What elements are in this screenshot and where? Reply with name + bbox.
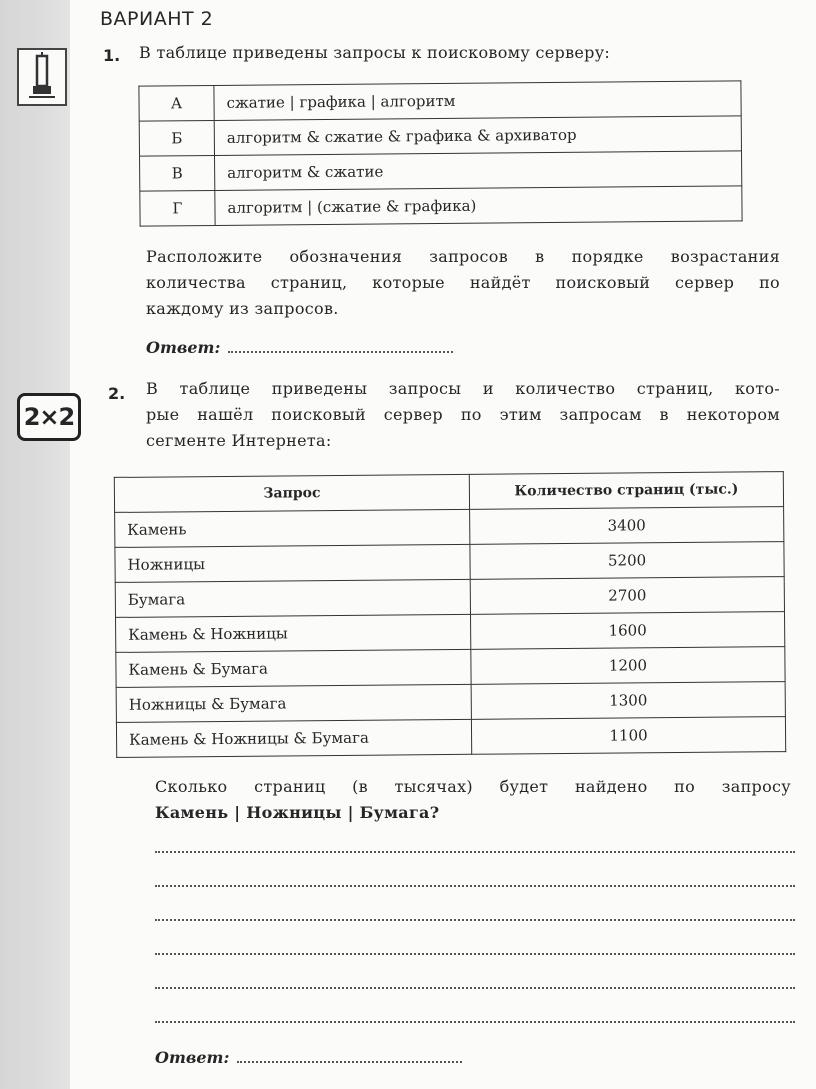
q1-answer [146, 338, 453, 357]
table-row [116, 612, 785, 653]
q2-answer [155, 1048, 462, 1067]
work-line[interactable] [155, 953, 795, 955]
work-line[interactable] [155, 851, 795, 853]
q2-text-line: сегменте Интернета: [146, 431, 332, 450]
work-line[interactable] [155, 919, 795, 921]
usb-icon [17, 48, 67, 106]
table-row [140, 186, 742, 226]
table-row [116, 647, 785, 688]
query-cell: Камень & Бумага [116, 649, 471, 687]
pages-cell: 1600 [470, 612, 784, 650]
table-header-row [114, 472, 783, 513]
pages-cell: 1100 [471, 717, 785, 755]
table-row [116, 682, 785, 723]
work-line[interactable] [155, 885, 795, 887]
q1-row-query: сжатие | графика | алгоритм [214, 81, 741, 121]
answer-label: Ответ: [155, 1048, 230, 1067]
q1-number: 1. [103, 46, 121, 65]
table-row [139, 116, 741, 156]
column-header: Количество страниц (тыс.) [469, 472, 783, 510]
q1-row-label: А [139, 85, 214, 121]
answer-label: Ответ: [146, 338, 221, 357]
table-row [140, 151, 742, 191]
q1-instruction-line: количества страниц, которые найдёт поисковый сервер по [146, 273, 780, 292]
table-row [139, 81, 741, 121]
query-cell: Ножницы [115, 544, 470, 582]
q2-question-line: Сколько страниц (в тысячах) будет найдено по запросу [155, 777, 791, 796]
table-row [116, 717, 785, 758]
query-cell: Камень & Ножницы [116, 614, 471, 652]
q2-text-line: рые нашёл поисковый сервер по этим запросам в некотором [146, 405, 780, 424]
q1-table [138, 80, 742, 226]
q2-question-bold: Камень | Ножницы | Бумага? [155, 803, 440, 822]
q2-number: 2. [108, 384, 126, 403]
work-line[interactable] [155, 1021, 795, 1023]
q1-row-label: Б [139, 120, 214, 156]
answer-field[interactable] [237, 1060, 462, 1063]
query-cell: Камень & Ножницы & Бумага [116, 719, 471, 757]
pages-cell: 2700 [470, 577, 784, 615]
variant-title: ВАРИАНТ 2 [100, 8, 214, 30]
q1-row-query: алгоритм | (сжатие & графика) [215, 186, 742, 226]
query-cell: Камень [115, 509, 470, 547]
pages-cell: 1200 [471, 647, 785, 685]
q1-text: В таблице приведены запросы к поисковому серверу: [139, 43, 611, 62]
answer-field[interactable] [228, 350, 453, 353]
q1-row-query: алгоритм & сжатие & графика & архиватор [214, 116, 741, 156]
table-row [115, 577, 784, 618]
left-margin-strip [0, 0, 70, 1089]
q1-row-label: В [140, 155, 215, 191]
pages-cell: 1300 [471, 682, 785, 720]
work-line[interactable] [155, 987, 795, 989]
table-row [115, 542, 784, 583]
q1-row-query: алгоритм & сжатие [215, 151, 742, 191]
query-cell: Бумага [115, 579, 470, 617]
q2-table [114, 471, 786, 758]
pages-cell: 3400 [470, 507, 784, 545]
q1-instruction-line: Расположите обозначения запросов в порядке возрастания [146, 247, 780, 266]
q1-instruction-line: каждому из запросов. [146, 299, 339, 318]
table-row [115, 507, 784, 548]
q2-text-line: В таблице приведены запросы и количество страниц, кото- [146, 379, 780, 398]
query-cell: Ножницы & Бумага [116, 684, 471, 722]
calc-badge-icon: 2×2 [17, 393, 81, 441]
pages-cell: 5200 [470, 542, 784, 580]
q1-row-label: Г [140, 190, 215, 226]
column-header: Запрос [114, 474, 469, 512]
